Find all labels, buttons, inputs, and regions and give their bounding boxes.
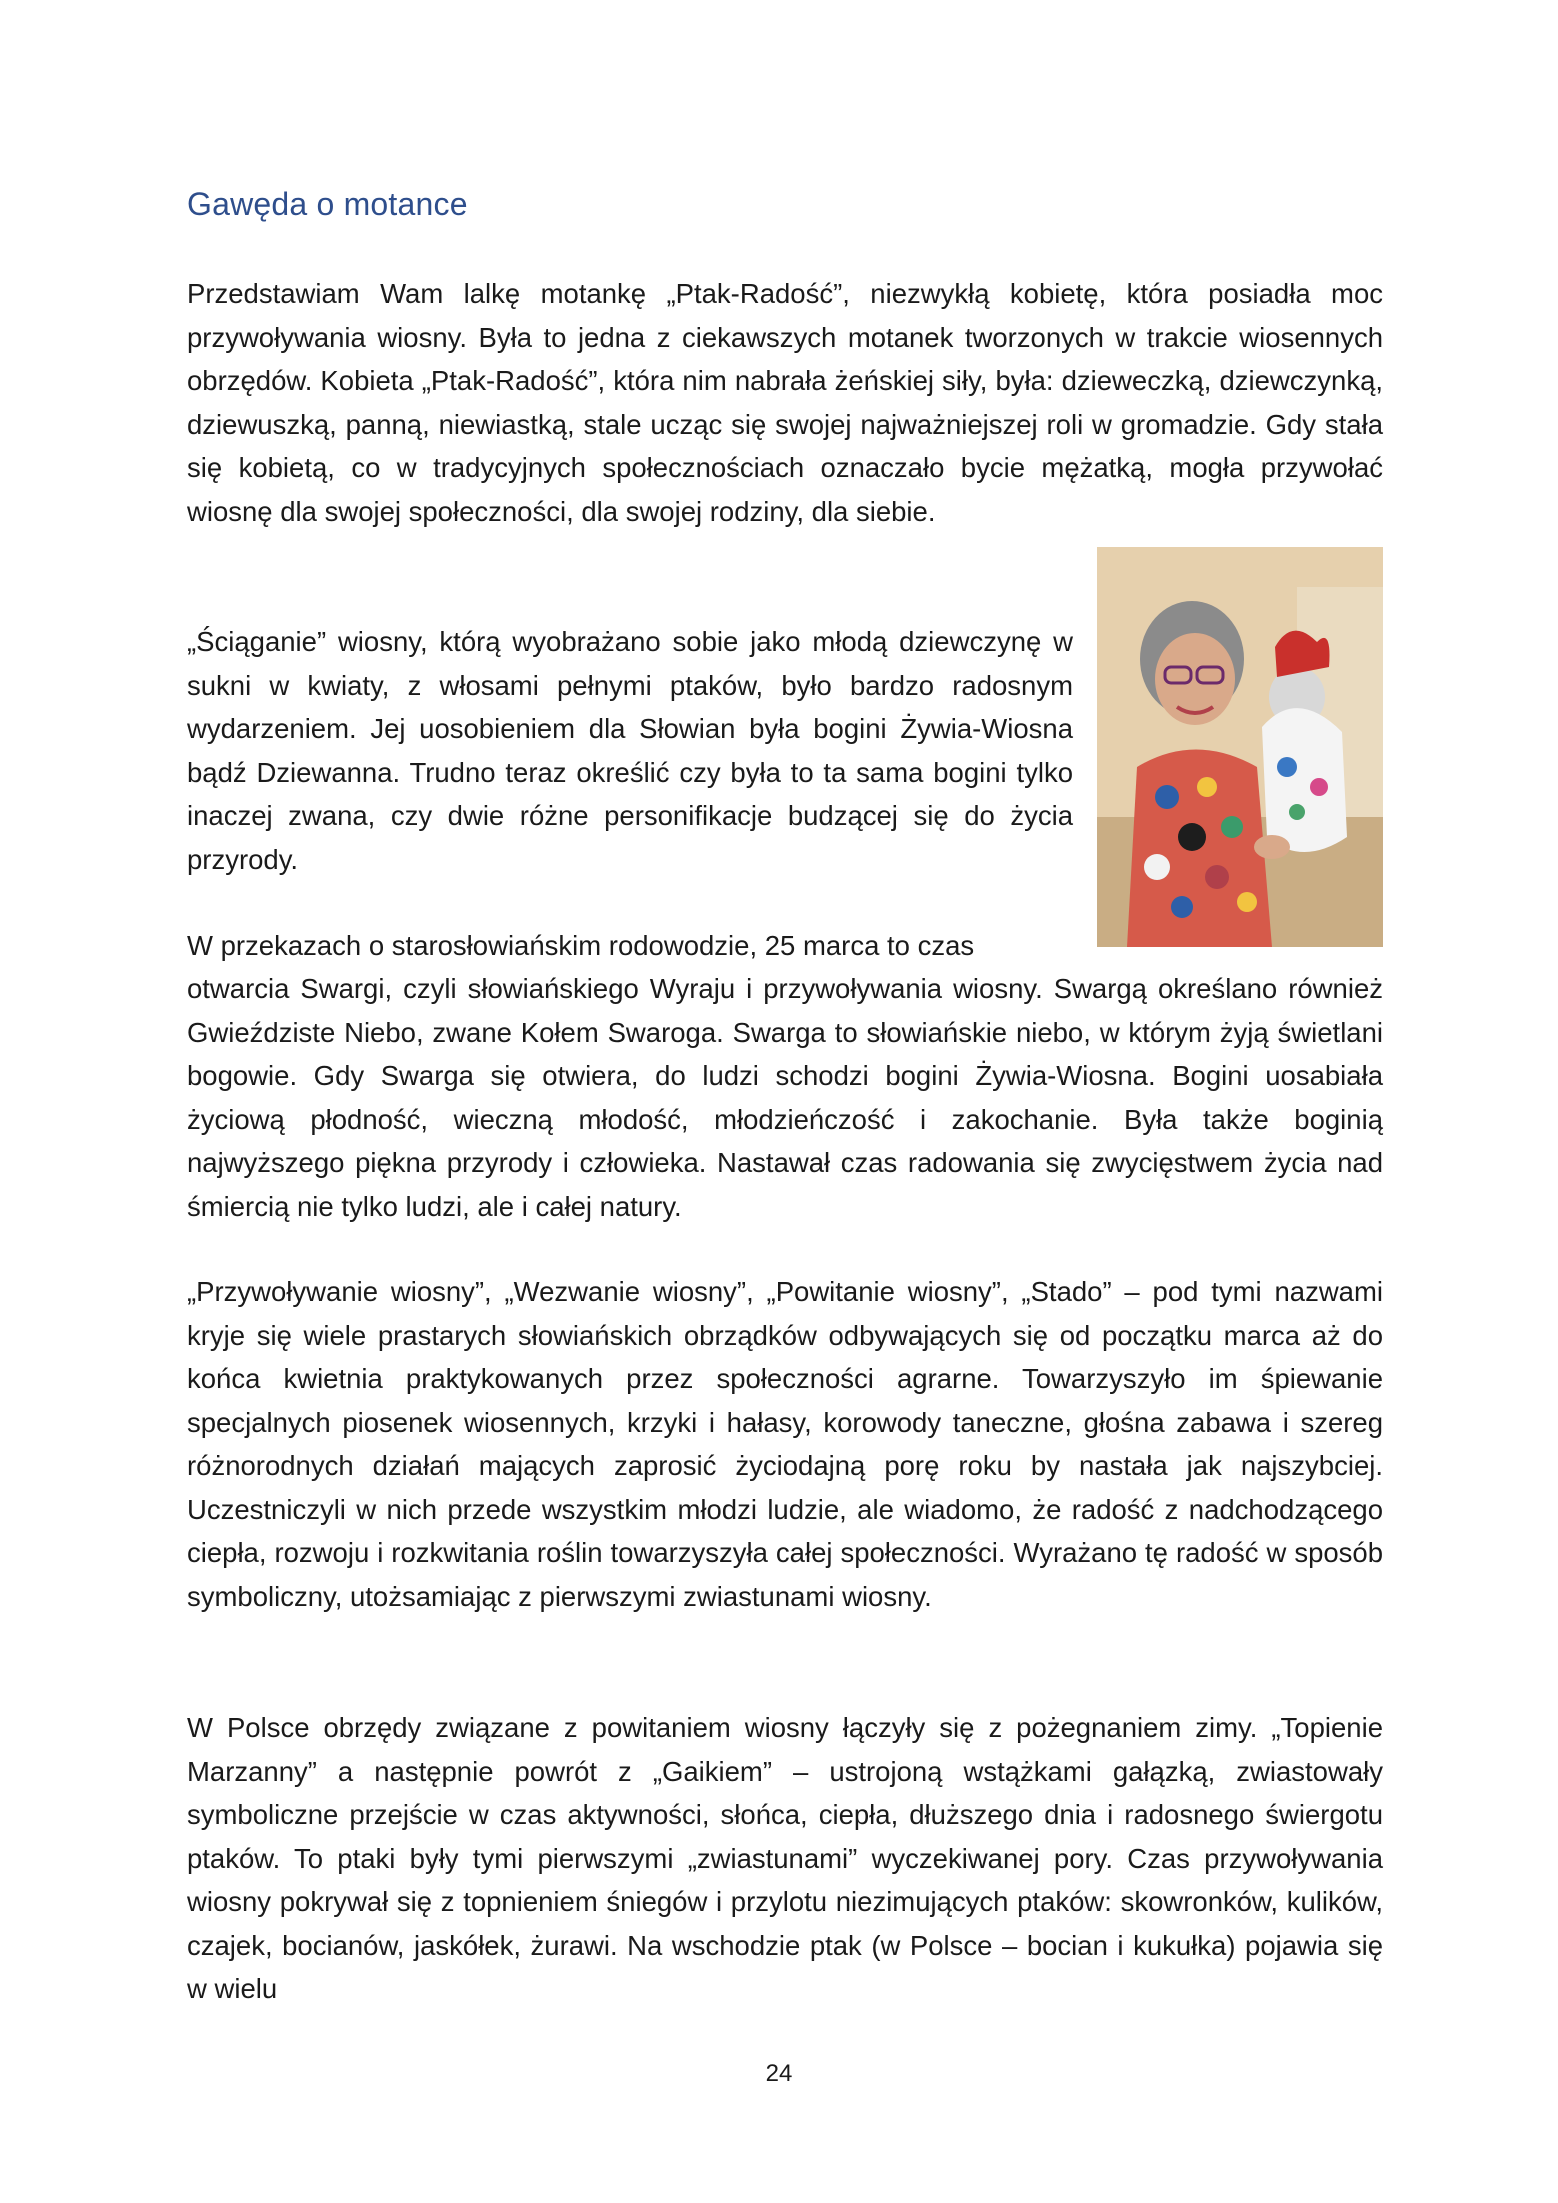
- photo-woman-with-doll: [1097, 547, 1383, 947]
- paragraph-intro: Przedstawiam Wam lalkę motankę „Ptak-Radość”, niezwykłą kobietę, która posiadła moc przywoływania wiosny. Była to jedna z ciekawszych motanek tworzonych w trakcie wiosennych obrzędów. Kobieta „Ptak-Radość”, która nim nabrała żeńskiej siły, była: dzieweczką, dziewczynką, dziewuszką, panną, niewiastką, stale ucząc się swojej najważniejszej roli w gromadzie. Gdy stała się kobietą, co w tradycyjnych społecznościach oznaczało bycie mężatką, mogła przywołać wiosnę dla swojej społeczności, dla swojej rodziny, dla siebie.: [187, 278, 1383, 527]
- section-heading: Gawęda o motance: [187, 186, 468, 222]
- paragraph-swarga: otwarcia Swargi, czyli słowiańskiego Wyraju i przywoływania wiosny. Swargą określano również Gwieździste Niebo, zwane Kołem Swaroga. Swarga to słowiańskie niebo, w którym żyją świetlani bogowie. Gdy Swarga się otwiera, do ludzi schodzi bogini Żywia-Wiosna. Bogini uosabiała życiową płodność, wieczną młodość, młodzieńczość i zakochanie. Była także boginią najwyższego piękna przyrody i człowieka. Nastawał czas radowania się zwycięstwem życia nad śmiercią nie tylko ludzi, ale i całej natury.: [187, 973, 1383, 1222]
- page-number: 24: [765, 2060, 793, 2087]
- paragraph-poland: W Polsce obrzędy związane z powitaniem wiosny łączyły się z pożegnaniem zimy. „Topienie Marzanny” a następnie powrót z „Gaikiem” – ustrojoną wstążkami gałązką, zwiastowały symboliczne przejście w czas aktywności, słońca, ciepła, dłuższego dnia i radosnego świergotu ptaków. To ptaki były tymi pierwszymi „zwiastunami” wyczekiwanej pory. Czas przywoływania wiosny pokrywał się z topnieniem śniegów i przylotu niezimujących ptaków: skowronków, kulików, czajek, bocianów, jaskółek, żurawi. Na wschodzie ptak (w Polsce – bocian i kukułka) pojawia się w wielu: [187, 1712, 1383, 2004]
- paragraph-rituals: „Przywoływanie wiosny”, „Wezwanie wiosny”, „Powitanie wiosny”, „Stado” – pod tymi nazwami kryje się wiele prastarych słowiańskich obrządków odbywających się od początku marca aż do końca kwietnia praktykowanych przez społeczności agrarne. Towarzyszyło im śpiewanie specjalnych piosenek wiosennych, krzyki i hałasy, korowody taneczne, głośna zabawa i szereg różnorodnych działań mających zaprosić życiodajną porę roku by nastała jak najszybciej. Uczestniczyli w nich przede wszystkim młodzi ludzie, ale wiadomo, że radość z nadchodzącego ciepła, rozwoju i rozkwitania roślin towarzyszyła całej społeczności. Wyrażano tę radość w sposób symboliczny, utożsamiając z pierwszymi zwiastunami wiosny.: [187, 1276, 1383, 1612]
- photo-illustration: [1097, 547, 1383, 947]
- paragraph-swarga-line1: W przekazach o starosłowiańskim rodowodzie, 25 marca to czas: [187, 930, 975, 961]
- paragraph-spring: „Ściąganie” wiosny, którą wyobrażano sobie jako młodą dziewczynę w sukni w kwiaty, z włosami pełnymi ptaków, było bardzo radosnym wydarzeniem. Jej uosobieniem dla Słowian była bogini Żywia-Wiosna bądź Dziewanna. Trudno teraz określić czy była to ta sama bogini tylko inaczej zwana, czy dwie różne personifikacje budzącej się do życia przyrody.: [187, 626, 1073, 875]
